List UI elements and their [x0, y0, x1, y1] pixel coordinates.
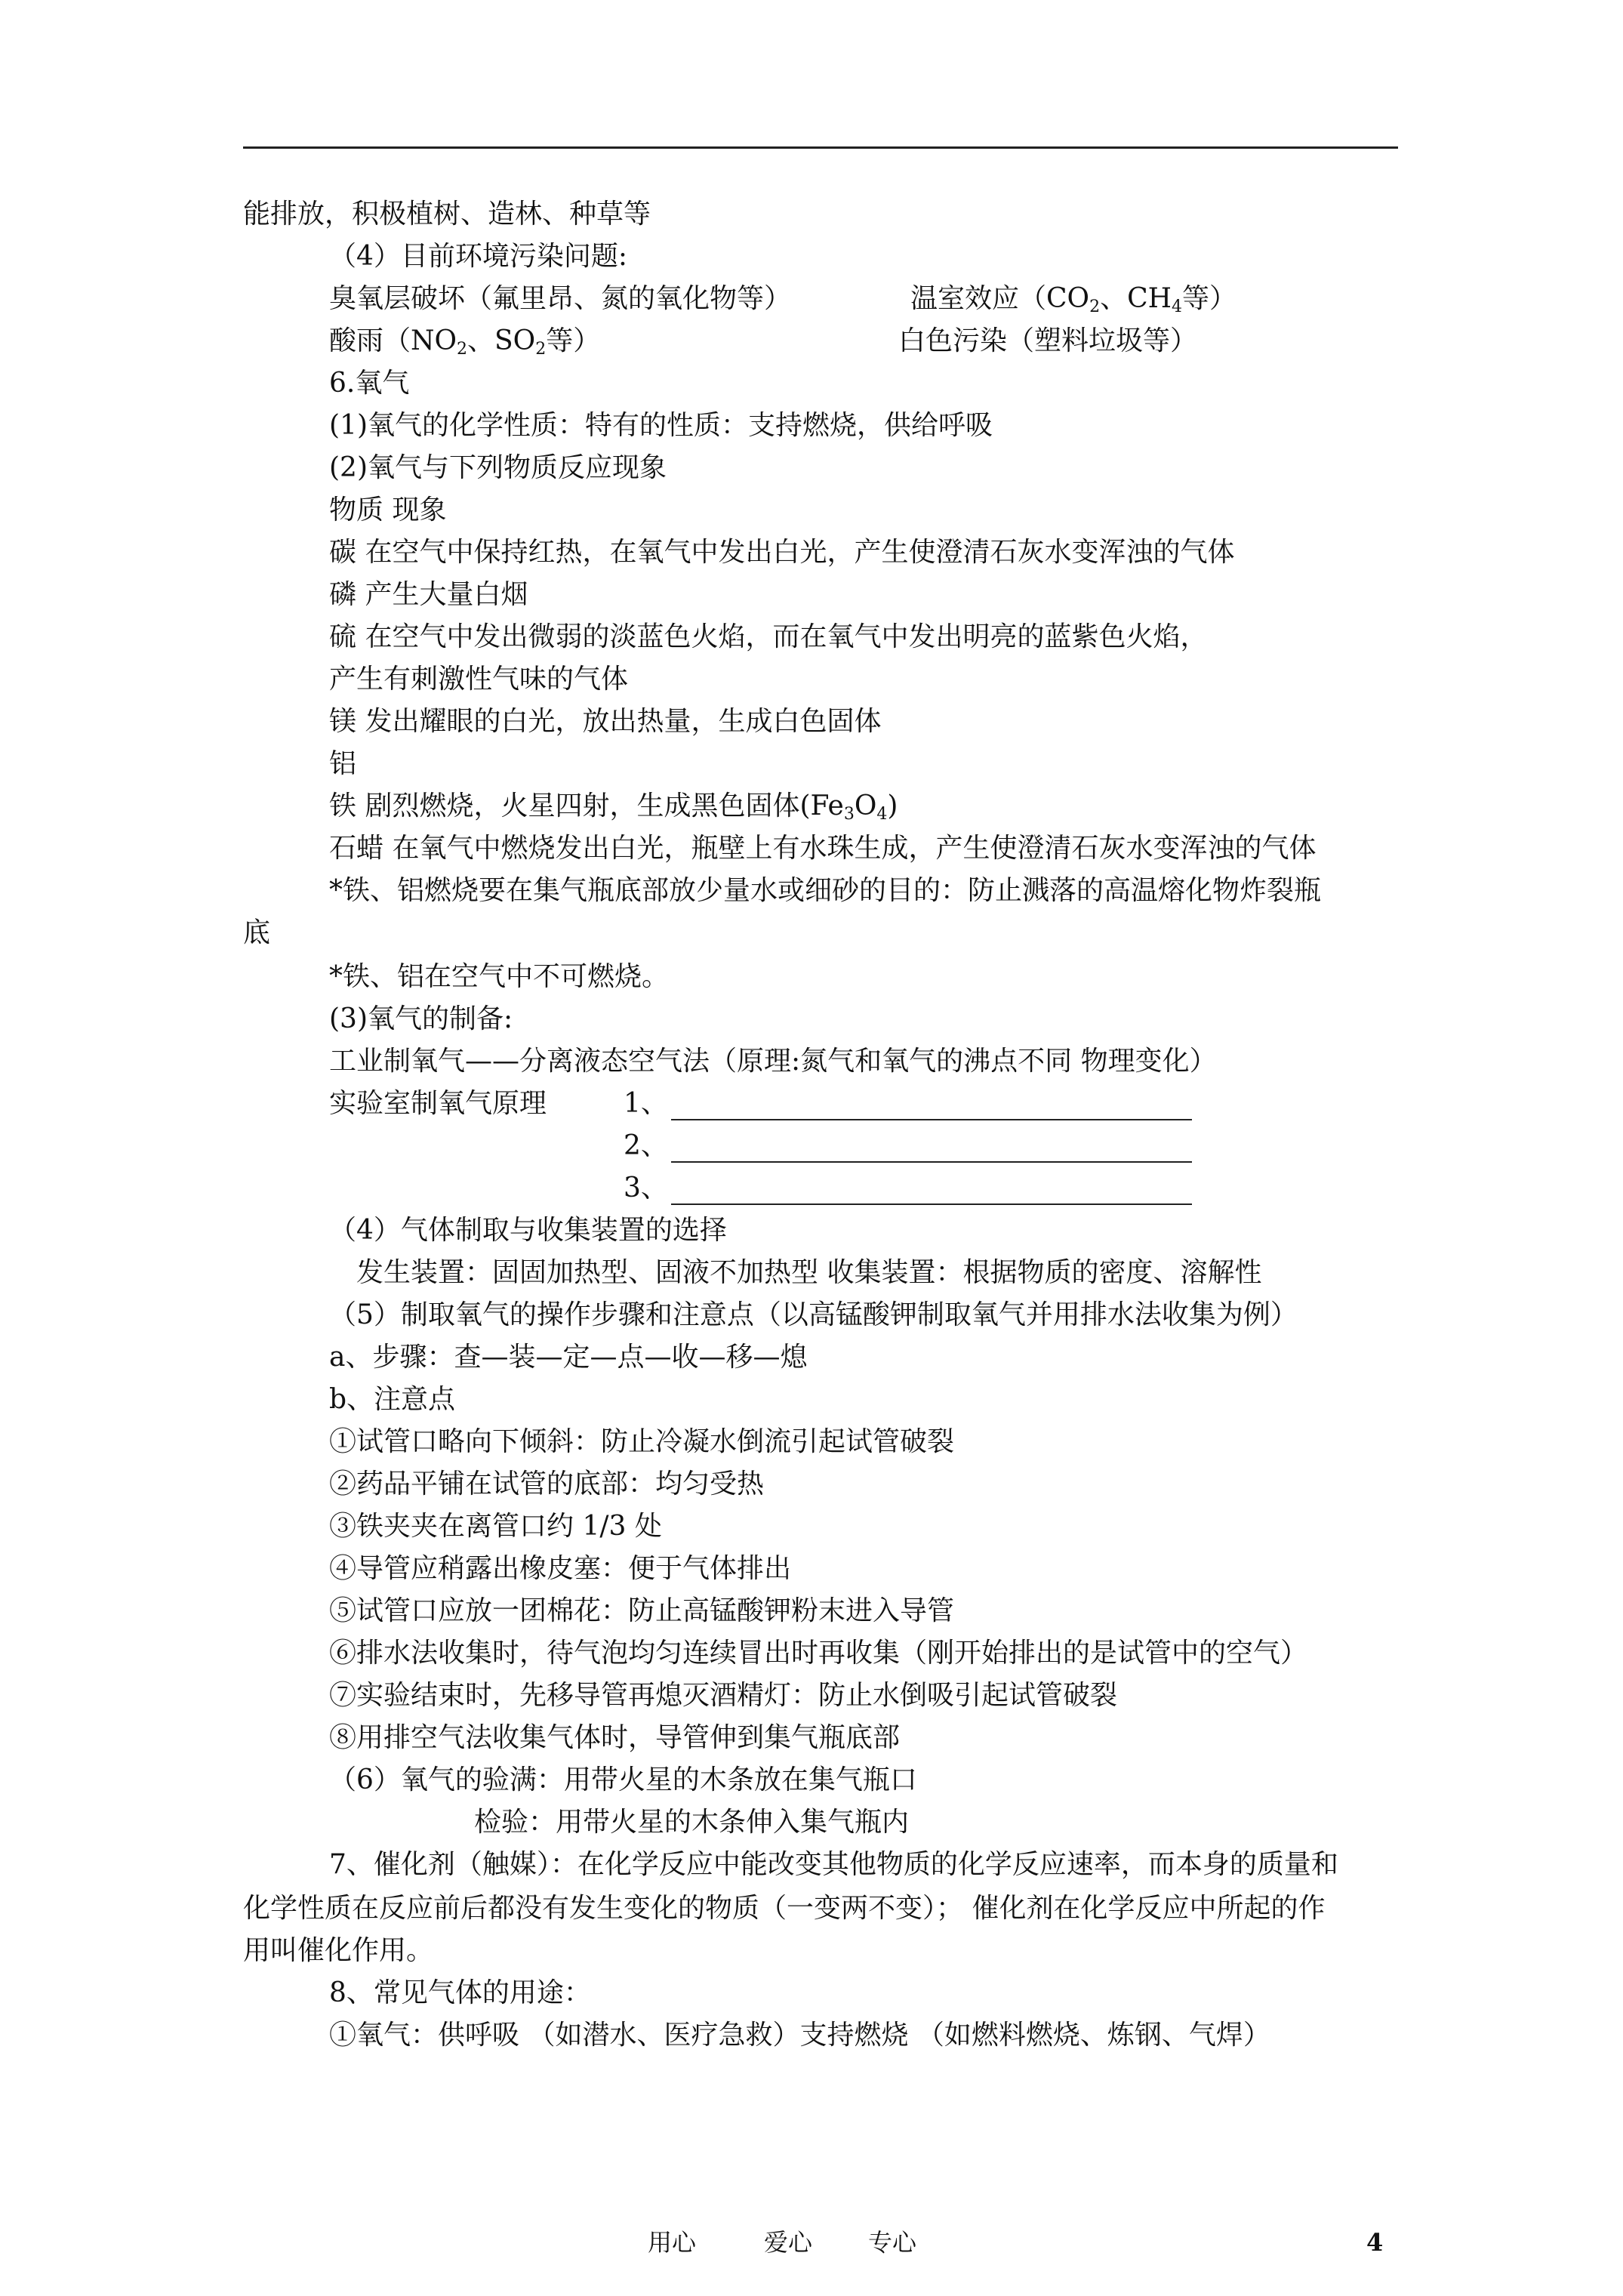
text-line: 石蜡 在氧气中燃烧发出白光，瓶壁上有水珠生成，产生使澄清石灰水变浑浊的气体: [329, 833, 1317, 864]
text-line: ①试管口略向下倾斜：防止冷凝水倒流引起试管破裂: [329, 1426, 955, 1457]
text-line: ④导管应稍露出橡皮塞：便于气体排出: [329, 1553, 792, 1584]
text-line: *铁、铝在空气中不可燃烧。: [329, 961, 670, 992]
text-line: ⑥排水法收集时，待气泡均匀连续冒出时再收集（刚开始排出的是试管中的空气）: [329, 1638, 1308, 1669]
text-line: b、注意点: [329, 1384, 456, 1415]
text-line: (2)氧气与下列物质反应现象: [329, 452, 667, 483]
text-line: ⑤试管口应放一团棉花：防止高锰酸钾粉末进入导管: [329, 1595, 955, 1626]
text-line: a、步骤：查—装—定—点—收—移—熄: [329, 1342, 808, 1373]
text-line: （6）氧气的验满：用带火星的木条放在集气瓶口: [329, 1764, 917, 1795]
page-number: 4: [1366, 2228, 1384, 2257]
text-line: ①氧气：供呼吸 （如潜水、医疗急救）支持燃烧 （如燃料燃烧、炼钢、气焊）: [329, 2020, 1270, 2051]
text-line: 检验：用带火星的木条伸入集气瓶内: [474, 1807, 910, 1838]
text-line: 白色污染（塑料垃圾等）: [898, 325, 1198, 356]
text-line: (1)氧气的化学性质：特有的性质：支持燃烧，供给呼吸: [329, 410, 993, 441]
fill-in-blank: 3、: [624, 1172, 1192, 1205]
text-line: 化学性质在反应前后都没有发生变化的物质（一变两不变）； 催化剂在化学反应中所起的作: [243, 1893, 1326, 1924]
text-line: ⑦实验结束时，先移导管再熄灭酒精灯：防止水倒吸引起试管破裂: [329, 1680, 1118, 1711]
answer-blank: [671, 1178, 1192, 1205]
footer-right-text: 专心: [868, 2228, 917, 2257]
text-line: （4）目前环境污染问题:: [329, 241, 628, 272]
header-rule: [243, 146, 1398, 149]
text-line: 臭氧层破坏（氟里昂、氮的氧化物等）: [329, 283, 792, 314]
text-line: 实验室制氧气原理: [329, 1088, 547, 1119]
text-line: 8、常见气体的用途：: [329, 1977, 591, 2008]
text-line: 用叫催化作用。: [243, 1935, 434, 1966]
text-line: ③铁夹夹在离管口约 1/3 处: [329, 1511, 662, 1542]
text-line: 温室效应（$CO_2$、$CH_4$等）: [910, 283, 1237, 316]
text-line: 硫 在空气中发出微弱的淡蓝色火焰，而在氧气中发出明亮的蓝紫色火焰，: [329, 621, 1208, 652]
text-line: ②药品平铺在试管的底部：均匀受热: [329, 1469, 765, 1499]
text-line: 工业制氧气——分离液态空气法（原理:氮气和氧气的沸点不同 物理变化）: [329, 1046, 1217, 1077]
text-line: 7、催化剂（触媒）：在化学反应中能改变其他物质的化学反应速率，而本身的质量和: [329, 1849, 1338, 1880]
fill-in-blank: 1、: [624, 1087, 1192, 1120]
answer-blank: [671, 1093, 1192, 1120]
text-line: 铁 剧烈燃烧，火星四射，生成黑色固体$(Fe_3O_4)$: [329, 791, 898, 824]
text-line: （4）气体制取与收集装置的选择: [329, 1215, 727, 1246]
text-line: 碳 在空气中保持红热，在氧气中发出白光，产生使澄清石灰水变浑浊的气体: [329, 537, 1235, 568]
text-line: 镁 发出耀眼的白光，放出热量，生成白色固体: [329, 706, 882, 737]
footer-left-text: 用心: [648, 2228, 697, 2257]
fill-in-blank: 2、: [624, 1130, 1192, 1163]
answer-blank: [671, 1136, 1192, 1163]
text-line: 物质 现象: [329, 495, 447, 525]
text-line: *铁、铝燃烧要在集气瓶底部放少量水或细砂的目的：防止溅落的高温熔化物炸裂瓶: [329, 875, 1322, 906]
text-line: 铝: [329, 748, 357, 779]
text-line: 磷 产生大量白烟: [329, 579, 528, 610]
text-line: 产生有刺激性气味的气体: [329, 664, 629, 695]
text-line: 酸雨（$NO_2$、$SO_2$等）: [329, 325, 601, 359]
section-heading: 6.氧气: [329, 368, 410, 399]
text-line: （5）制取氧气的操作步骤和注意点（以高锰酸钾制取氧气并用排水法收集为例）: [329, 1299, 1298, 1330]
footer-middle-text: 爱心: [764, 2228, 813, 2257]
text-line: ⑧用排空气法收集气体时，导管伸到集气瓶底部: [329, 1722, 901, 1753]
text-line: (3)氧气的制备:: [329, 1003, 513, 1034]
text-line: 底: [243, 917, 271, 948]
text-line: 能排放，积极植树、造林、种草等: [243, 199, 651, 230]
text-line: 发生装置：固固加热型、固液不加热型 收集装置：根据物质的密度、溶解性: [356, 1257, 1262, 1288]
